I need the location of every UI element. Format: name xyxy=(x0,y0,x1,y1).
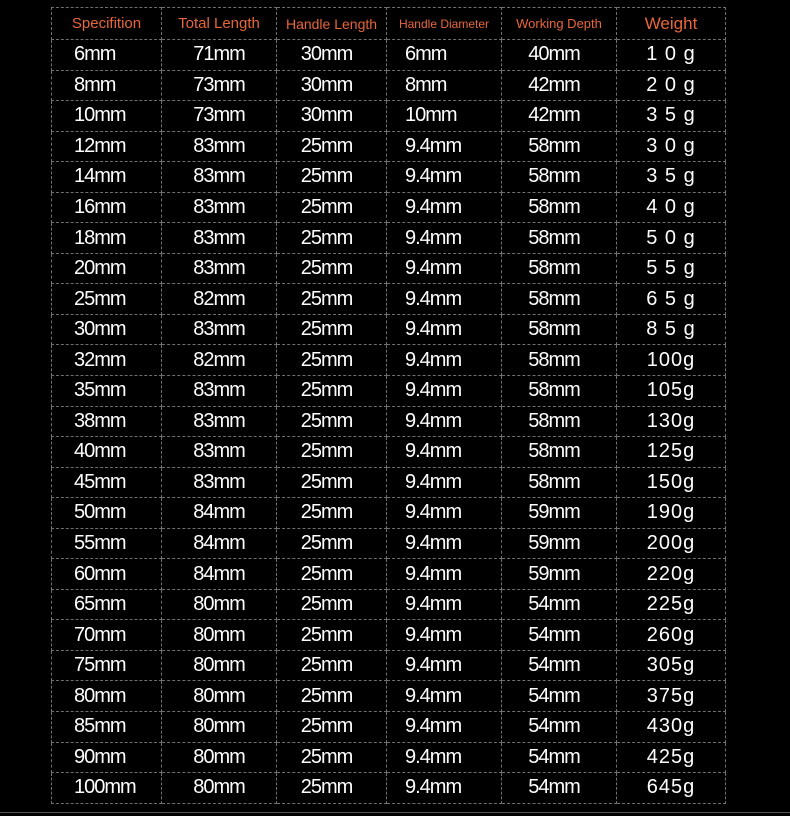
table-row xyxy=(52,345,726,376)
cell-weight: 3 5 g xyxy=(617,162,726,193)
cell-weight: 3 0 g xyxy=(617,131,726,162)
cell-specification: 70mm xyxy=(52,620,162,651)
table-row xyxy=(52,314,726,345)
cell-handle-length: 25mm xyxy=(277,376,387,407)
cell-total-length: 71mm xyxy=(162,40,277,71)
cell-weight: 200g xyxy=(617,528,726,559)
cell-specification: 6mm xyxy=(52,40,162,71)
cell-handle-length: 25mm xyxy=(277,345,387,376)
cell-specification: 32mm xyxy=(52,345,162,376)
cell-weight: 260g xyxy=(617,620,726,651)
specification-table xyxy=(51,7,726,804)
cell-total-length: 80mm xyxy=(162,681,277,712)
cell-handle-length: 25mm xyxy=(277,192,387,223)
table-row xyxy=(52,101,726,132)
header-handle-diameter: Handle Diameter xyxy=(387,8,502,40)
cell-specification: 20mm xyxy=(52,253,162,284)
cell-handle-diameter: 9.4mm xyxy=(387,589,502,620)
cell-specification: 45mm xyxy=(52,467,162,498)
table-row xyxy=(52,40,726,71)
table-row xyxy=(52,589,726,620)
table-row xyxy=(52,376,726,407)
cell-handle-length: 25mm xyxy=(277,467,387,498)
cell-specification: 80mm xyxy=(52,681,162,712)
cell-handle-length: 25mm xyxy=(277,284,387,315)
cell-total-length: 80mm xyxy=(162,589,277,620)
cell-handle-diameter: 9.4mm xyxy=(387,406,502,437)
cell-total-length: 83mm xyxy=(162,192,277,223)
cell-handle-length: 30mm xyxy=(277,101,387,132)
cell-handle-diameter: 9.4mm xyxy=(387,620,502,651)
cell-handle-length: 25mm xyxy=(277,131,387,162)
cell-handle-length: 25mm xyxy=(277,620,387,651)
cell-weight: 4 0 g xyxy=(617,192,726,223)
cell-weight: 8 5 g xyxy=(617,314,726,345)
table-row xyxy=(52,406,726,437)
cell-weight: 150g xyxy=(617,467,726,498)
cell-specification: 18mm xyxy=(52,223,162,254)
cell-working-depth: 58mm xyxy=(502,192,617,223)
cell-weight: 105g xyxy=(617,376,726,407)
cell-working-depth: 54mm xyxy=(502,650,617,681)
cell-specification: 10mm xyxy=(52,101,162,132)
cell-total-length: 80mm xyxy=(162,773,277,804)
cell-specification: 30mm xyxy=(52,314,162,345)
cell-total-length: 80mm xyxy=(162,650,277,681)
cell-handle-length: 25mm xyxy=(277,712,387,743)
header-weight: Weight xyxy=(617,8,726,40)
cell-working-depth: 40mm xyxy=(502,40,617,71)
table-row xyxy=(52,70,726,101)
table-row xyxy=(52,681,726,712)
spec-table-container xyxy=(51,7,725,803)
cell-working-depth: 54mm xyxy=(502,773,617,804)
cell-weight: 2 0 g xyxy=(617,70,726,101)
table-row xyxy=(52,253,726,284)
cell-total-length: 83mm xyxy=(162,223,277,254)
cell-working-depth: 59mm xyxy=(502,528,617,559)
cell-handle-diameter: 9.4mm xyxy=(387,498,502,529)
cell-handle-length: 25mm xyxy=(277,314,387,345)
bottom-divider xyxy=(0,812,790,813)
cell-handle-diameter: 9.4mm xyxy=(387,131,502,162)
cell-total-length: 80mm xyxy=(162,742,277,773)
cell-weight: 305g xyxy=(617,650,726,681)
cell-total-length: 83mm xyxy=(162,467,277,498)
cell-working-depth: 59mm xyxy=(502,498,617,529)
cell-specification: 40mm xyxy=(52,437,162,468)
cell-handle-diameter: 9.4mm xyxy=(387,773,502,804)
header-working-depth: Working Depth xyxy=(502,8,617,40)
cell-weight: 6 5 g xyxy=(617,284,726,315)
table-row xyxy=(52,620,726,651)
cell-total-length: 83mm xyxy=(162,162,277,193)
cell-handle-diameter: 6mm xyxy=(387,40,502,71)
cell-total-length: 83mm xyxy=(162,437,277,468)
cell-specification: 85mm xyxy=(52,712,162,743)
cell-weight: 5 0 g xyxy=(617,223,726,254)
table-row xyxy=(52,131,726,162)
cell-specification: 35mm xyxy=(52,376,162,407)
cell-handle-length: 25mm xyxy=(277,223,387,254)
cell-handle-length: 25mm xyxy=(277,162,387,193)
table-row xyxy=(52,650,726,681)
cell-handle-length: 25mm xyxy=(277,498,387,529)
table-row xyxy=(52,742,726,773)
cell-specification: 60mm xyxy=(52,559,162,590)
table-row xyxy=(52,192,726,223)
cell-weight: 130g xyxy=(617,406,726,437)
cell-specification: 65mm xyxy=(52,589,162,620)
cell-working-depth: 58mm xyxy=(502,345,617,376)
cell-working-depth: 58mm xyxy=(502,162,617,193)
cell-working-depth: 58mm xyxy=(502,131,617,162)
table-row xyxy=(52,559,726,590)
cell-handle-length: 25mm xyxy=(277,589,387,620)
cell-total-length: 84mm xyxy=(162,559,277,590)
cell-weight: 125g xyxy=(617,437,726,468)
cell-handle-length: 25mm xyxy=(277,437,387,468)
cell-handle-diameter: 9.4mm xyxy=(387,376,502,407)
cell-working-depth: 54mm xyxy=(502,712,617,743)
table-row xyxy=(52,223,726,254)
header-specification: Specifition xyxy=(52,8,162,40)
cell-handle-diameter: 9.4mm xyxy=(387,223,502,254)
cell-weight: 3 5 g xyxy=(617,101,726,132)
cell-total-length: 82mm xyxy=(162,345,277,376)
cell-total-length: 82mm xyxy=(162,284,277,315)
cell-handle-length: 25mm xyxy=(277,650,387,681)
header-total-length: Total Length xyxy=(162,8,277,40)
cell-handle-length: 30mm xyxy=(277,40,387,71)
cell-handle-length: 25mm xyxy=(277,253,387,284)
cell-total-length: 84mm xyxy=(162,528,277,559)
cell-handle-diameter: 9.4mm xyxy=(387,345,502,376)
cell-working-depth: 54mm xyxy=(502,589,617,620)
cell-total-length: 73mm xyxy=(162,70,277,101)
cell-weight: 430g xyxy=(617,712,726,743)
cell-handle-diameter: 8mm xyxy=(387,70,502,101)
cell-handle-length: 25mm xyxy=(277,773,387,804)
table-row xyxy=(52,162,726,193)
table-row xyxy=(52,284,726,315)
cell-working-depth: 58mm xyxy=(502,467,617,498)
cell-working-depth: 54mm xyxy=(502,681,617,712)
cell-specification: 75mm xyxy=(52,650,162,681)
cell-specification: 90mm xyxy=(52,742,162,773)
cell-working-depth: 58mm xyxy=(502,253,617,284)
table-row xyxy=(52,528,726,559)
cell-handle-diameter: 9.4mm xyxy=(387,681,502,712)
cell-weight: 225g xyxy=(617,589,726,620)
cell-total-length: 83mm xyxy=(162,406,277,437)
table-body xyxy=(52,40,726,804)
cell-total-length: 80mm xyxy=(162,620,277,651)
cell-specification: 38mm xyxy=(52,406,162,437)
cell-working-depth: 58mm xyxy=(502,437,617,468)
cell-handle-diameter: 9.4mm xyxy=(387,162,502,193)
cell-working-depth: 58mm xyxy=(502,284,617,315)
cell-specification: 12mm xyxy=(52,131,162,162)
cell-working-depth: 58mm xyxy=(502,314,617,345)
cell-specification: 50mm xyxy=(52,498,162,529)
table-row xyxy=(52,437,726,468)
cell-specification: 8mm xyxy=(52,70,162,101)
table-row xyxy=(52,498,726,529)
cell-weight: 100g xyxy=(617,345,726,376)
cell-working-depth: 58mm xyxy=(502,376,617,407)
cell-handle-diameter: 9.4mm xyxy=(387,467,502,498)
cell-handle-diameter: 9.4mm xyxy=(387,314,502,345)
cell-handle-length: 25mm xyxy=(277,742,387,773)
cell-handle-length: 25mm xyxy=(277,528,387,559)
cell-weight: 190g xyxy=(617,498,726,529)
cell-handle-length: 30mm xyxy=(277,70,387,101)
cell-handle-diameter: 9.4mm xyxy=(387,437,502,468)
cell-handle-diameter: 9.4mm xyxy=(387,253,502,284)
cell-weight: 5 5 g xyxy=(617,253,726,284)
cell-handle-length: 25mm xyxy=(277,406,387,437)
cell-working-depth: 42mm xyxy=(502,70,617,101)
cell-weight: 425g xyxy=(617,742,726,773)
cell-total-length: 83mm xyxy=(162,314,277,345)
cell-specification: 14mm xyxy=(52,162,162,193)
cell-weight: 220g xyxy=(617,559,726,590)
cell-weight: 1 0 g xyxy=(617,40,726,71)
cell-specification: 100mm xyxy=(52,773,162,804)
cell-handle-diameter: 9.4mm xyxy=(387,712,502,743)
header-handle-length: Handle Length xyxy=(277,8,387,40)
cell-handle-diameter: 9.4mm xyxy=(387,742,502,773)
cell-handle-diameter: 9.4mm xyxy=(387,559,502,590)
cell-handle-diameter: 9.4mm xyxy=(387,192,502,223)
table-row xyxy=(52,773,726,804)
cell-total-length: 84mm xyxy=(162,498,277,529)
table-row xyxy=(52,712,726,743)
cell-total-length: 73mm xyxy=(162,101,277,132)
cell-total-length: 80mm xyxy=(162,712,277,743)
cell-working-depth: 58mm xyxy=(502,406,617,437)
cell-handle-length: 25mm xyxy=(277,559,387,590)
cell-specification: 55mm xyxy=(52,528,162,559)
cell-working-depth: 58mm xyxy=(502,223,617,254)
cell-total-length: 83mm xyxy=(162,131,277,162)
cell-working-depth: 54mm xyxy=(502,742,617,773)
cell-working-depth: 42mm xyxy=(502,101,617,132)
cell-total-length: 83mm xyxy=(162,253,277,284)
cell-handle-diameter: 9.4mm xyxy=(387,284,502,315)
cell-handle-diameter: 10mm xyxy=(387,101,502,132)
cell-handle-diameter: 9.4mm xyxy=(387,650,502,681)
cell-weight: 645g xyxy=(617,773,726,804)
cell-total-length: 83mm xyxy=(162,376,277,407)
table-row xyxy=(52,467,726,498)
cell-weight: 375g xyxy=(617,681,726,712)
cell-working-depth: 54mm xyxy=(502,620,617,651)
cell-handle-length: 25mm xyxy=(277,681,387,712)
cell-specification: 25mm xyxy=(52,284,162,315)
cell-working-depth: 59mm xyxy=(502,559,617,590)
cell-handle-diameter: 9.4mm xyxy=(387,528,502,559)
cell-specification: 16mm xyxy=(52,192,162,223)
header-row xyxy=(52,8,726,40)
